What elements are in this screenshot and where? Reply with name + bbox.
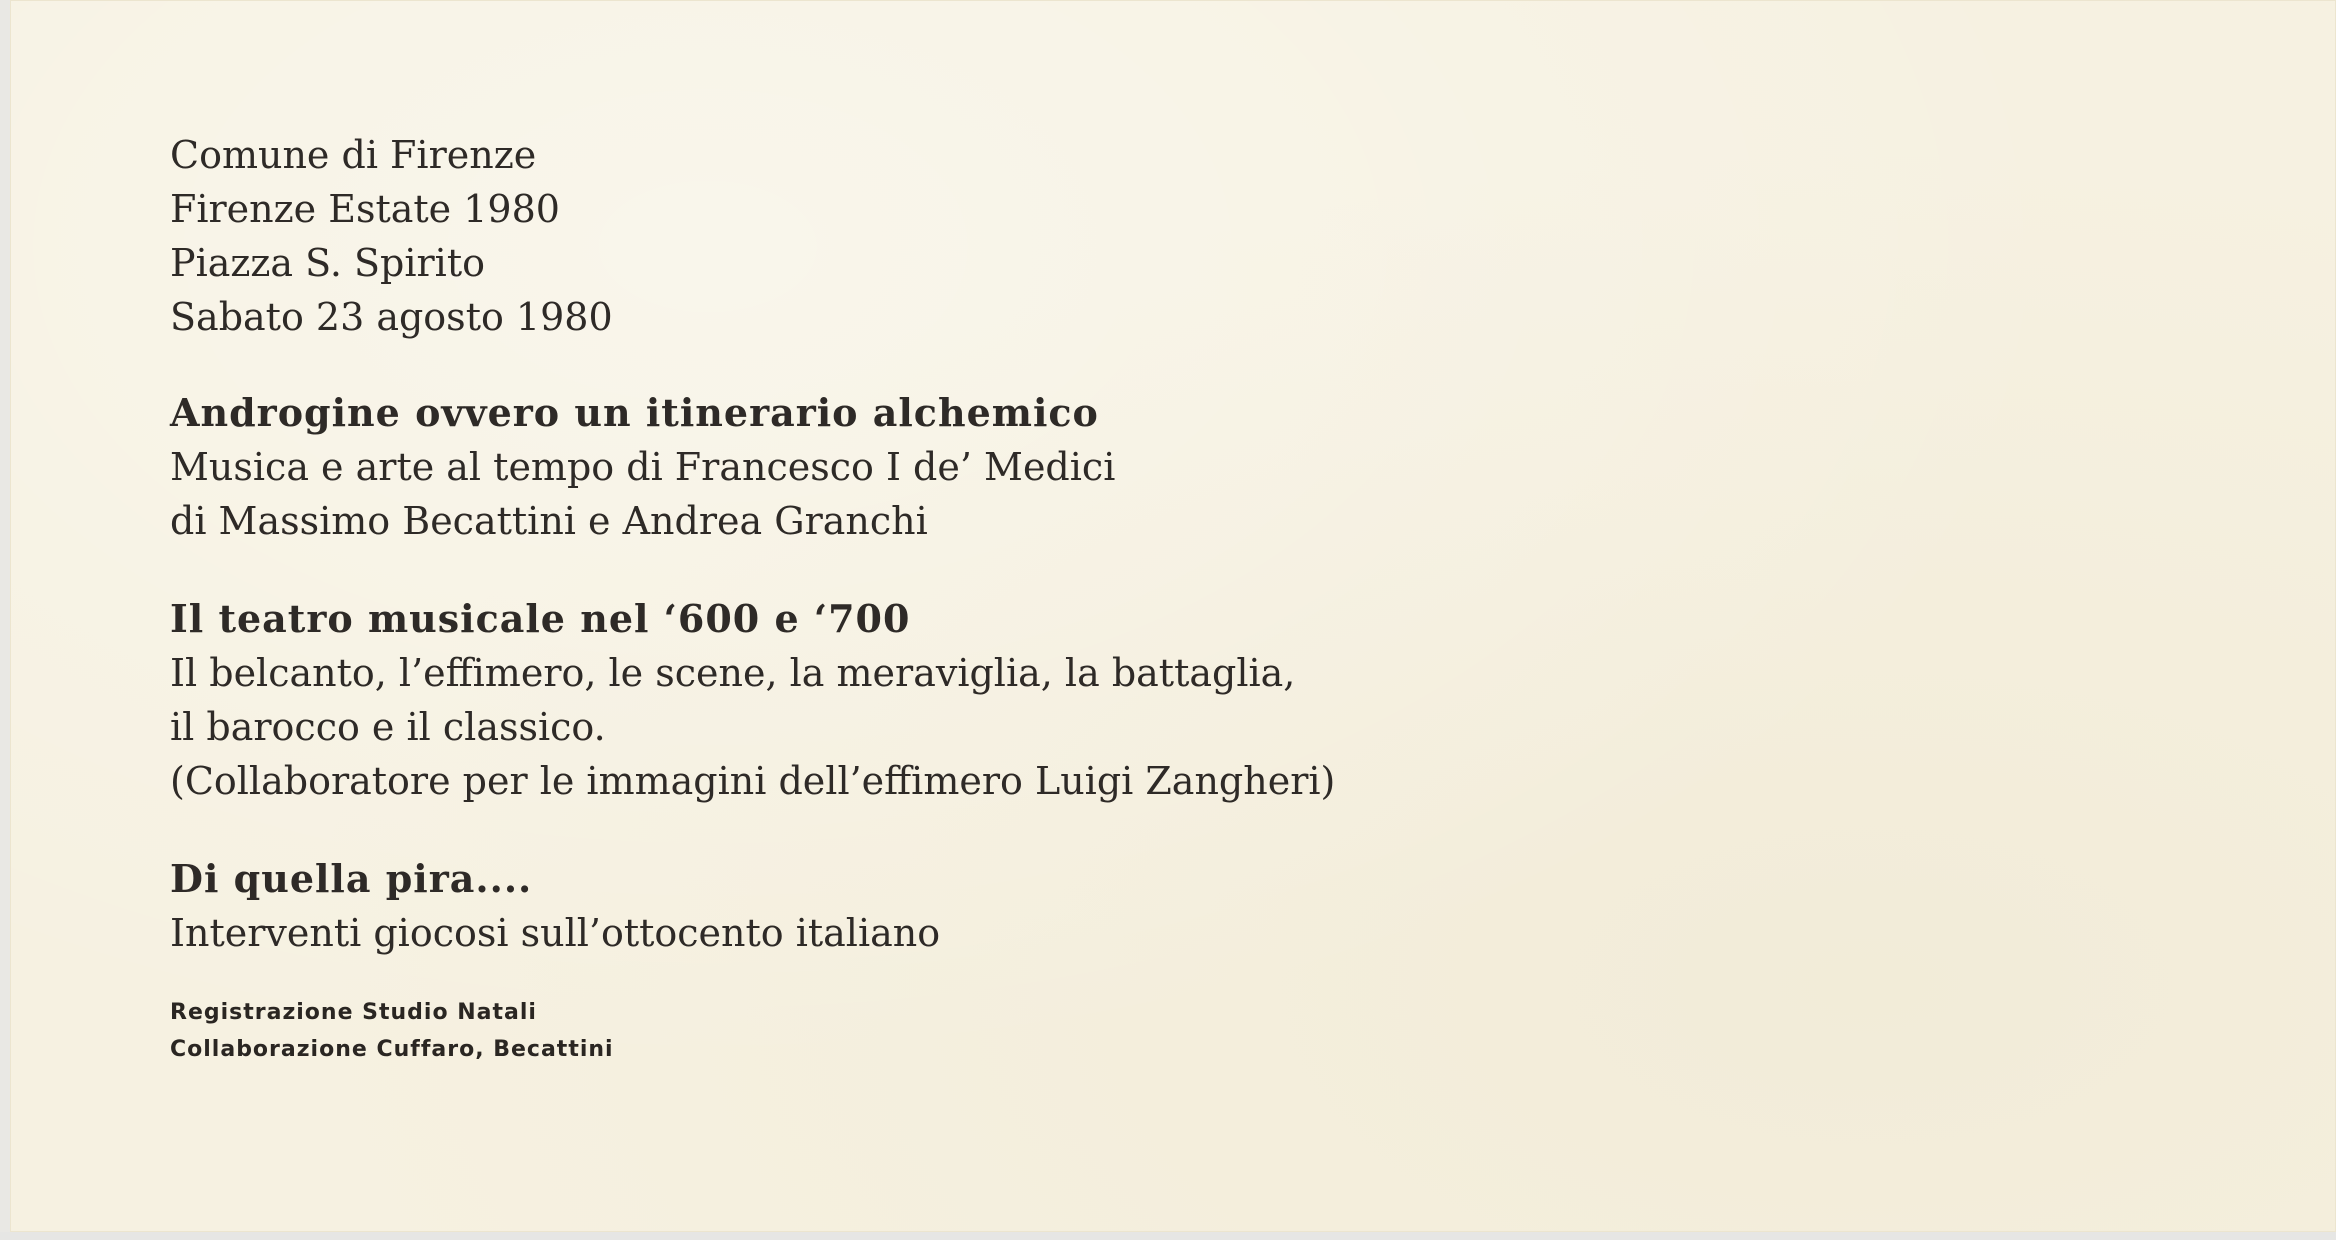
event-date: Sabato 23 agosto 1980 — [170, 295, 613, 339]
program-line: Il belcanto, l’effimero, le scene, la meraviglia, la battaglia, — [170, 651, 1296, 695]
event-header — [170, 128, 1335, 344]
program-line: il barocco e il classico. — [170, 705, 606, 749]
credit-recording: Registrazione Studio Natali — [170, 1000, 537, 1025]
program-line: Interventi giocosi sull’ottocento italiano — [170, 911, 941, 955]
program-title: Il teatro musicale nel ‘600 e ‘700 — [170, 596, 911, 641]
program-line: Musica e arte al tempo di Francesco I de’ Medici — [170, 445, 1116, 489]
program-title: Androgine ovvero un itinerario alchemico — [170, 390, 1099, 435]
program-line: (Collaboratore per le immagini dell’effimero Luigi Zangheri) — [170, 759, 1336, 803]
scan-left-edge — [0, 0, 10, 1240]
card-content — [170, 128, 1335, 1068]
spacer — [170, 548, 1335, 592]
program-title: Di quella pira.... — [170, 856, 533, 901]
invitation-card — [10, 0, 2336, 1232]
venue: Piazza S. Spirito — [170, 241, 485, 285]
scan-bottom-edge — [0, 1232, 2336, 1240]
spacer — [170, 344, 1335, 386]
spacer — [170, 808, 1335, 852]
festival-name: Firenze Estate 1980 — [170, 187, 560, 231]
program-line: di Massimo Becattini e Andrea Granchi — [170, 499, 928, 543]
program-item — [170, 386, 1335, 548]
credit-collaboration: Collaborazione Cuffaro, Becattini — [170, 1037, 614, 1062]
credits — [170, 994, 1335, 1068]
program-item — [170, 852, 1335, 960]
organizer: Comune di Firenze — [170, 133, 537, 177]
program-item — [170, 592, 1335, 808]
